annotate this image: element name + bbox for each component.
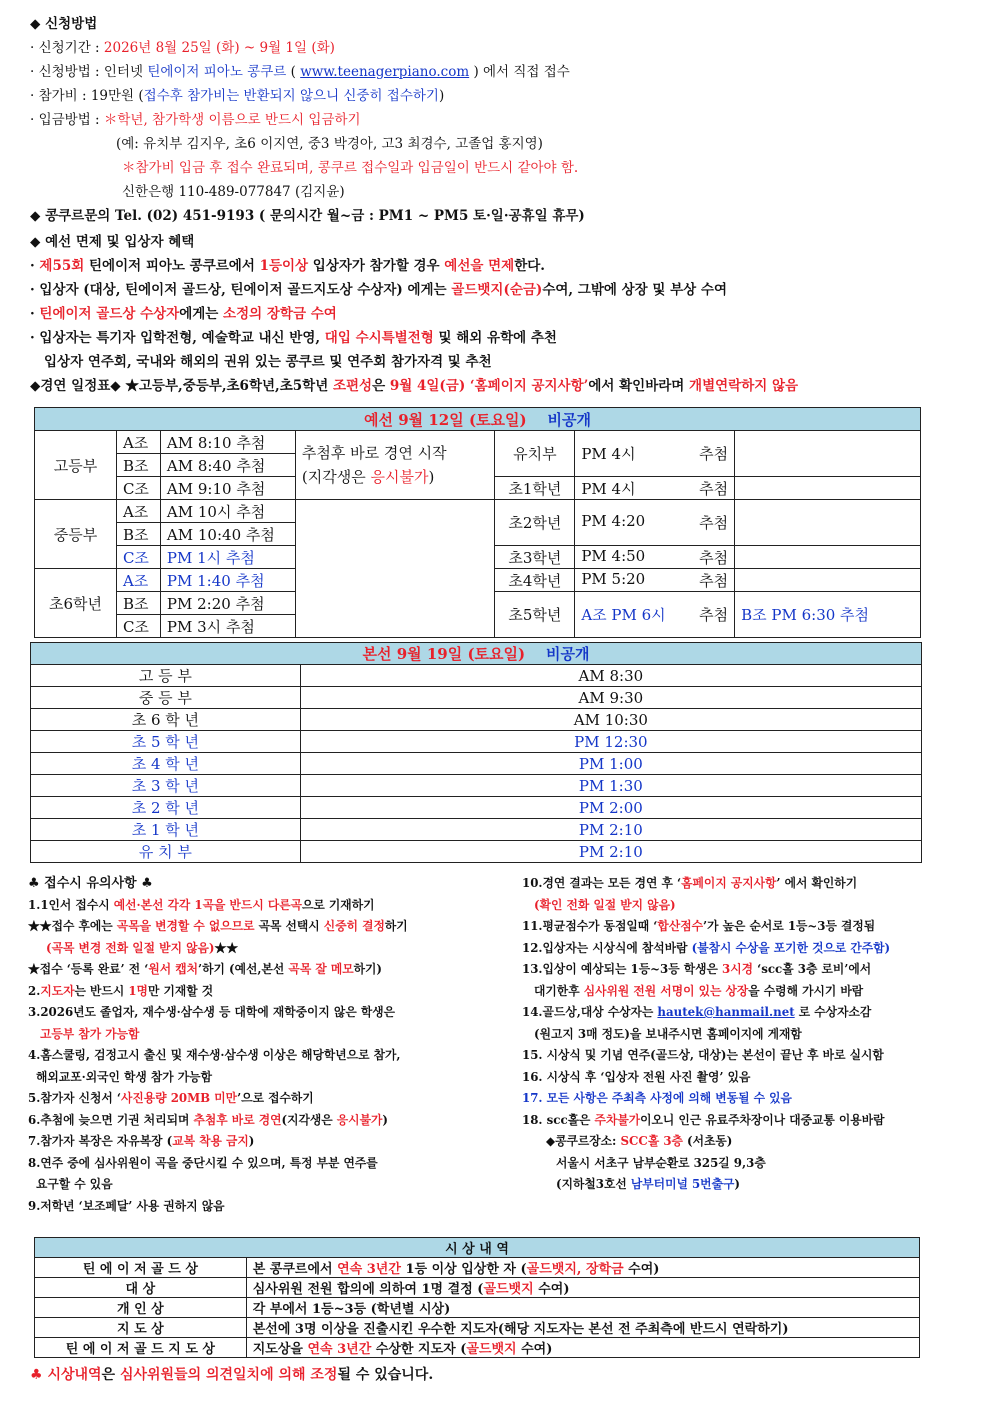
division-grade4: 초4학년: [495, 569, 575, 592]
preliminary-schedule-table: 예선 9월 12일 (토요일) 비공개 고등부 A조 AM 8:10 추첨 추첨후 바로 경연 시작 (지각생은 응시불가) 유치부 PM 4시 추첨 B조 AM 8:40 추첨 C조 AM 9:10 추첨 초1학년 PM 4시 추첨 중등부 A조 AM 10시 추첨 초2학년 PM 4:20 추첨 B조 AM 10:40 추첨 C조 PM 1시 추첨 초3학년 PM 4:50 추첨 초6학년 A조 PM 1:40 추첨 초4학년 PM 5:20 추첨 B조 PM 2:20 추첨 초5학년 A조 PM 6시 추첨 B조 PM 6:30 추첨 C조 PM 3시 추첨: [34, 407, 921, 638]
application-title: ◆ 신청방법: [30, 16, 98, 32]
schedule-note: ◆경연 일정표◆ ★고등부,중등부,초6학년,초5학년 조편성은 9월 4일(금) ‘홈페이지 공지사항’에서 확인바라며 개별연락하지 않음: [30, 378, 799, 394]
division-grade2: 초2학년: [495, 500, 575, 546]
final-header: 본선 9월 19일 (토요일) 비공개: [31, 643, 922, 665]
final-schedule-table: 본선 9월 19일 (토요일) 비공개 고 등 부 AM 8:30 중 등 부 AM 9:30 초 6 학 년 AM 10:30 초 5 학 년 PM 12:30 초 4 학 년 PM 1:00 초 3 학 년 PM 1:30 초 2 학 년 PM 2:00 초 1 학 년 PM 2:10 유 치 부 PM 2:10: [30, 642, 922, 863]
preliminary-header: 예선 9월 12일 (토요일) 비공개: [35, 408, 921, 431]
method-line: · 신청방법 : 인터넷 틴에이저 피아노 콩쿠르 ( www.teenagerpiano.com ) 에서 직접 접수: [30, 64, 570, 80]
division-grade3: 초3학년: [495, 546, 575, 569]
division-grade1: 초1학년: [495, 477, 575, 500]
benefit-line-5: 입상자 연주회, 국내와 해외의 권위 있는 콩쿠르 및 연주회 참가자격 및 추천: [44, 354, 492, 370]
fee-line: · 참가비 : 19만원 (접수후 참가비는 반환되지 않으니 신중히 접수하기): [30, 88, 445, 104]
email-link[interactable]: hautek@hanmail.net: [657, 1005, 795, 1019]
application-section: [30, 12, 930, 228]
notes-right: 10.경연 결과는 모든 경연 후 ‘홈페이지 공지사항’ 에서 확인하기 (확인 전화 일절 받지 않음) 11.평균점수가 동점일때 ‘합산점수’가 높은 순서로 1등~3등 결정됨 12.입상자는 시상식에 참석바람 (불참시 수상을 포기한 것으로 간주함) 13.입상이 예상되는 1등~3등 학생은 3시경 ‘scc홀 3층 로비’에서 대기한후 심사위원 전원 서명이 있는 상장을 수령해 가시기 바람 14.골드상,대상 수상자는 hautek@hanmail.net 로 수상자소감 (원고지 3매 정도)을 보내주시면 홈페이지에 게재함 15. 시상식 및 기념 연주(골드상, 대상)는 본선이 끝난 후 바로 실시함 16. 시상식 후 ‘입상자 전원 사진 촬영’ 있음 17. 모든 사항은 주최측 사정에 의해 변동될 수 있음 18. scc홀은 주차불가이오니 인근 유료주차장이나 대중교통 이용바람 ◆콩쿠르장소: SCC홀 3층 (서초동) 서울시 서초구 남부순환로 325길 9,3층 (지하철3호선 남부터미널 5번출구): [522, 876, 891, 1191]
benefit-line-1: · 제55회 틴에이저 피아노 콩쿠르에서 1등이상 입상자가 참가할 경우 예선을 면제한다.: [30, 258, 545, 274]
period-line: · 신청기간 : 2026년 8월 25일 (화) ~ 9월 1일 (화): [30, 40, 335, 56]
division-kinder: 유치부: [495, 431, 575, 477]
draw-note: 추첨후 바로 경연 시작 (지각생은 응시불가): [295, 431, 494, 500]
division-high: 고등부: [35, 431, 117, 500]
deposit-note2: ＊참가비 입금 후 접수 완료되며, 콩쿠르 접수일과 입금일이 반드시 같아야 함.: [122, 160, 579, 176]
inquiry-line: ◆ 콩쿠르문의 Tel. (02) 451-9193 ( 문의시간 월~금 : PM1 ~ PM5 토·일·공휴일 휴무): [30, 208, 585, 224]
website-link[interactable]: www.teenagerpiano.com: [300, 64, 470, 80]
deposit-line: · 입금방법 : ＊학년, 참가학생 이름으로 반드시 입금하기: [30, 112, 361, 128]
period-value: 2026년 8월 25일 (화) ~ 9월 1일 (화): [103, 40, 335, 56]
benefits-section: [30, 230, 930, 398]
benefit-line-4: · 입상자는 특기자 입학전형, 예술학교 내신 반영, 대입 수시특별전형 및 해외 유학에 추천: [30, 330, 557, 346]
awards-header: 시 상 내 역: [35, 1238, 920, 1258]
deposit-example: (예: 유치부 김지우, 초6 이지연, 중3 박경아, 고3 최경수, 고졸업 홍지영): [116, 136, 543, 152]
benefit-line-2: · 입상자 (대상, 틴에이저 골드상, 틴에이저 골드지도상 수상자) 에게는 골드뱃지(순금)수여, 그밖에 상장 및 부상 수여: [30, 282, 728, 298]
division-grade5: 초5학년: [495, 592, 575, 638]
awards-table: 시 상 내 역 틴 에 이 저 골 드 상 본 콩쿠르에서 연속 3년간 1등 이상 입상한 자 (골드뱃지, 장학금 수여) 대 상 심사위원 전원 합의에 의하여 1명 결정 (골드뱃지 수여) 개 인 상 각 부에서 1등~3등 (학년별 시상) 지 도 상 본선에 3명 이상을 진출시킨 우수한 지도자(해당 지도자는 본선 전 주최측에 반드시 연락하기) 틴 에 이 저 골 드 지 도 상 지도상을 연속 3년간 수상한 지도자 (골드뱃지 수여): [34, 1237, 920, 1358]
benefits-title: ◆ 예선 면제 및 입상자 혜택: [30, 234, 195, 250]
bank-account: 신한은행 110-489-077847 (김지윤): [122, 184, 345, 200]
division-middle: 중등부: [35, 500, 117, 569]
division-grade6: 초6학년: [35, 569, 117, 638]
notes-title: ♣ 접수시 유의사항 ♣: [28, 876, 153, 891]
notes-left: ♣ 접수시 유의사항 ♣ 1.1인서 접수시 예선·본선 각각 1곡을 반드시 다른곡으로 기재하기 ★★접수 후에는 곡목을 변경할 수 없으므로 곡목 선택시 신중히 결정하기 (곡목 변경 전화 일절 받지 않음)★★ ★접수 ‘등록 완료’ 전 ‘원서 캡처’하기 (예선,본선 곡목 잘 메모하기) 2.지도자는 반드시 1명만 기재할 것 3.2026년도 졸업자, 재수생·삼수생 등 대학에 재학중이지 않은 학생은 고등부 참가 가능함 4.홈스쿨링, 검정고시 출신 및 재수생·삼수생 이상은 해당학년으로 참가, 해외교포·외국인 학생 참가 가능함 5.참가자 신청서 ‘사진용량 20MB 미만’으로 접수하기 6.추첨에 늦으면 기권 처리되며 추첨후 바로 경연(지각생은 응시불가) 7.참가자 복장은 자유복장 (교복 착용 금지) 8.연주 중에 심사위원이 곡을 중단시킬 수 있으며, 특정 부분 연주를 요구할 수 있음 9.저학년 ‘보조페달’ 사용 권하지 않음: [28, 873, 508, 1217]
benefit-line-3: · 틴에이저 골드상 수상자에게는 소정의 장학금 수여: [30, 306, 337, 322]
awards-footer: ♣ 시상내역은 심사위원들의 의견일치에 의해 조정될 수 있습니다.: [30, 1367, 434, 1383]
